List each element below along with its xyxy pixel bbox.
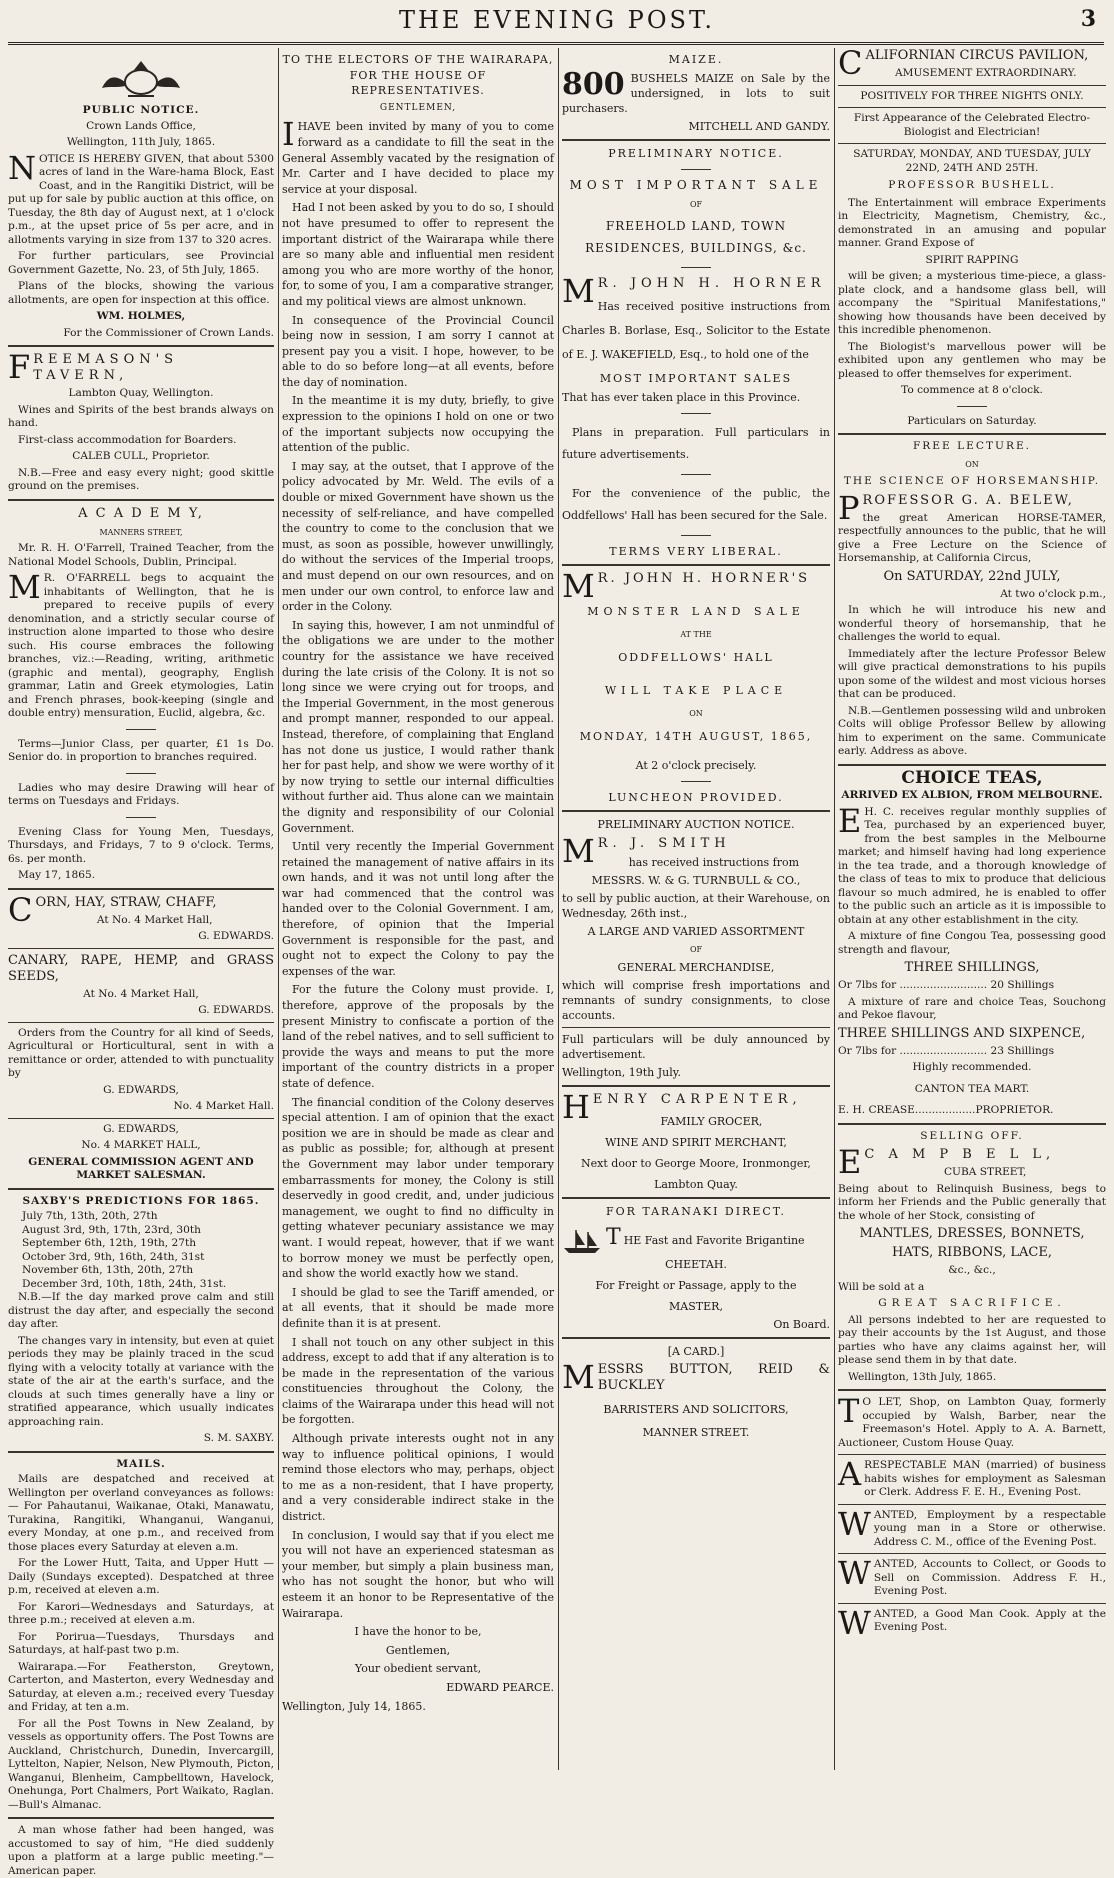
divider — [8, 1451, 274, 1453]
address-para: Had I not been asked by you to do so, I should not have presumed to offer to represent the important district of the Wairarapa while there are so many able and influential men resident among you who are more worthy of the honor, for, to some of you, I am a comparative stranger, and my political views are almost unknown. — [282, 201, 554, 308]
lecture-heading: FREE LECTURE. — [912, 440, 1032, 452]
address-para: For the future the Colony must provide. I, therefore, approve of the proposals by the present Ministry to confiscate a portion of the land of the rebel natives, and to sell sufficient to provide the ways and means to put the more important of the country districts in a proper state of defence. — [282, 983, 554, 1090]
mails-body: Mails are despatched and received at Wellington per overland conveyances as follows:— For Pahautanui, Waikanae, Otaki, Manawatu, Turakina, Rangitiki, Whanganui, Wanganui, every Monday, at one p.m., and received from those places every Saturday at eleven a.m. — [8, 1473, 274, 1553]
circus-sub: AMUSEMENT EXTRAORDINARY. — [894, 67, 1077, 79]
academy-drawing: Ladies who may desire Drawing will hear of terms on Tuesdays and Fridays. — [8, 781, 274, 807]
edwards-agent: GENERAL COMMISSION AGENT AND MARKET SALESMAN. — [28, 1155, 254, 1181]
maize-body: 800 BUSHELS MAIZE on Sale by the undersigned, in lots to suit purchasers. — [562, 67, 830, 115]
circus-first: First Appearance of the Celebrated Electro-Biologist and Electrician! — [853, 112, 1091, 138]
prelim-of: OF — [689, 200, 703, 209]
divider — [8, 888, 274, 890]
divider — [838, 433, 1106, 435]
divider — [562, 810, 830, 812]
taranaki-apply: For Freight or Passage, apply to the — [595, 1279, 797, 1292]
monster-lunch: LUNCHEON PROVIDED. — [608, 791, 784, 804]
freemasons-line: First-class accommodation for Boarders. — [18, 433, 237, 446]
edwards-addr4: No. 4 MARKET HALL, — [81, 1139, 201, 1151]
wanted-ad: WANTED, Accounts to Collect, or Goods to Sell on Commission. Address F. H., Evening Post. — [838, 1554, 1106, 1597]
notice-body-3: Plans of the blocks, showing the various allotments, are open for inspection at this office. — [8, 280, 274, 306]
monster-hall: ODDFELLOWS' HALL — [618, 651, 774, 664]
prelim-most: MOST IMPORTANT SALES — [599, 372, 793, 385]
academy-teacher: Mr. R. H. O'Farrell, Trained Teacher, from the National Model Schools, Dublin, Principal. — [8, 542, 274, 568]
monster-line: MONSTER LAND SALE — [587, 605, 805, 618]
divider — [8, 1817, 274, 1819]
carpenter-name: HENRY CARPENTER, — [562, 1088, 802, 1126]
wanted-ad: WANTED, a Good Man Cook. Apply at the Evening Post. — [838, 1603, 1106, 1642]
circus-power: The Biologist's marvellous power will be exhibited upon any gentlemen who may be pleased to offer themselves for experiment. — [838, 340, 1106, 380]
lecture-on: ON — [965, 459, 979, 469]
masthead-rule — [8, 42, 1104, 45]
circus-days: SATURDAY, MONDAY, AND TUESDAY, JULY 22ND, 24TH AND 25TH. — [853, 148, 1091, 174]
mails-porirua: For Porirua—Tuesdays, Thursdays and Saturdays, at half-past two p.m. — [8, 1630, 274, 1656]
page-number: 3 — [1080, 6, 1096, 32]
maize-firm: MITCHELL AND GANDY. — [688, 120, 830, 133]
lecture-body2: In which he will introduce his new and wonderful theory of horsemanship, that he challenges the world to equal. — [838, 604, 1106, 643]
mails-karori: For Karori—Wednesdays and Saturdays, at three p.m.; received at eleven a.m. — [8, 1600, 274, 1626]
academy-body: M R. O'FARRELL begs to acquaint the inhabitants of Wellington, that he is prepared to receive pupils of every denomination, and a strictly secular course of instruction alone imparted to those who desire such. His course embraces the following branches, viz.:—Reading, writing, arithmetic (graphic and mental), geography, English grammar, Latin and Greek etymologies, Latin and French phrases, book-keeping (single and double entry) mensuration, Euclid, algebra, &c. — [8, 568, 274, 719]
freemasons-sub: Lambton Quay, Wellington. — [68, 387, 214, 399]
address-para: In saying this, however, I am not unmindful of the obligations we are under to the mother country for the assistance we have received during the late crisis of the Colony. It is not so long since we were crying out for troops, and the Imperial Government, in the most generous and prompt manner, responded to our appeal. Instead, therefore, of complaining that England has not done us justice, I would rather thank her for past help, and show we were worthy of it by now trying to settle our internal difficulties without further aid. Thus alone can we maintain the dignity and responsibility of our Colonial Government. — [282, 618, 554, 835]
divider — [562, 1085, 830, 1087]
selling-heading: SELLING OFF. — [920, 1129, 1024, 1142]
address-para: The financial condition of the Colony deserves special attention. I am of opinion that the exact position we are in should be made as clear and as public as possible; for, although at present the Government may labor under temporary embarrassments for money, the Colony is still deservedly in good credit, and, under judicious management, we ought to find no difficulty in getting whatever pecuniary assistance we may want. I would repeat, however, that if we want to borrow money we must be perfectly open, and show the world exactly how we stand. — [282, 1095, 554, 1281]
circus-part: Particulars on Saturday. — [907, 414, 1037, 427]
circus-pos: POSITIVELY FOR THREE NIGHTS ONLY. — [860, 89, 1084, 102]
academy-evening: Evening Class for Young Men, Tuesdays, Thursdays, and Fridays, 7 to 9 o'clock. Terms, 6s. per month. — [8, 825, 274, 865]
lecture-body3: Immediately after the lecture Professor Belew will give practical demonstrations to his pupils upon some of the wildest and most vicious horses that can be produced. — [838, 647, 1106, 700]
carpenter-line: WINE AND SPIRIT MERCHANT, — [605, 1136, 787, 1149]
selling-persons: All persons indebted to her are requested to pay their accounts by the 1st August, and those parties who have any claims against her, will please send them in by that date. — [838, 1313, 1106, 1366]
edwards-orders: Orders from the Country for all kind of Seeds, Agricultural or Horticultural, sent in with a remittance or order, attended to with punctuality by — [8, 1026, 274, 1079]
divider — [838, 1123, 1106, 1125]
notice-signer: WM. HOLMES, — [96, 310, 186, 322]
edwards-addr2: At No. 4 Market Hall, — [83, 987, 199, 1000]
prelim-plans: Plans in preparation. Full particulars in future advertisements. — [562, 426, 830, 461]
card-line: MANNER STREET. — [642, 1426, 750, 1439]
carpenter-line: FAMILY GROCER, — [660, 1115, 763, 1128]
divider — [562, 139, 830, 141]
card-firm: MESSRS BUTTON, REID & BUCKLEY — [562, 1358, 830, 1396]
circus-ent: The Entertainment will embrace Experiments in Electricity, Magnetism, Chemistry, &c., demonstrated in an amusing and popular manner. Grand Expose of — [838, 196, 1106, 249]
address-para: In consequence of the Provincial Council being now in session, I am sorry I cannot at present pay you a visit. I hope, however, to be able to do so before long—at all events, before the day of nomination. — [282, 313, 554, 389]
closing: I have the honor to be, — [354, 1625, 482, 1639]
mails-wairarapa: Wairarapa.—For Featherston, Greytown, Carterton, and Masterton, every Wednesday and Saturday, at eleven a.m.; received every Tuesday and Friday, at ten a.m. — [8, 1660, 274, 1713]
column-rule — [558, 48, 559, 1770]
selling-sold: Will be sold at a — [838, 1280, 925, 1293]
lecture-prof: PROFESSOR G. A. BELEW, — [838, 488, 1074, 527]
monster-will: WILL TAKE PLACE — [604, 684, 788, 697]
column-1 — [8, 48, 274, 1877]
taranaki-master: MASTER, — [669, 1300, 723, 1313]
address-para: In the meantime it is my duty, briefly, to give expression to the opinions I hold on one or two of the important subjects now occupying the attention of the public. — [282, 394, 554, 455]
auction-mr: M R. J. SMITH — [562, 832, 731, 870]
monster-time: At 2 o'clock precisely. — [635, 759, 757, 772]
saxby-dates: July 7th, 13th, 20th, 27th August 3rd, 9th, 17th, 23rd, 30th September 6th, 12th, 19th, 27th October 3rd, 9th, 16th, 24th, 31st November 6th, 13th, 20th, 27th December 3rd, 10th, 18th, 24th, 31st. — [22, 1210, 227, 1290]
address-para: I may say, at the outset, that I approve of the policy advocated by Mr. Weld. The evils of a double or mixed Government have shown us the necessity of self-reliance, and have compelled the country to come to the conclusion that we must, as soon as possible, however unwillingly, do without the services of the Imperial troops, and must depend on our own resources, and on men under our own control, to enforce law and order in the Colony. — [282, 459, 554, 614]
edwards-name3: G. EDWARDS, — [103, 1083, 179, 1096]
divider — [838, 1389, 1106, 1391]
edwards-name4: G. EDWARDS, — [103, 1122, 179, 1135]
prelim-sale: MOST IMPORTANT SALE — [569, 178, 823, 192]
divider — [562, 564, 830, 566]
teas-body: E H. C. receives regular monthly supplies of Tea, purchased by an experienced buyer, from the best samples in the Melbourne market; and himself having had long experience in the tea trade, and a thorough knowledge of the class of teas to mix to produce that delicious flavour so much admired, he is enabled to offer to the public such an article as it is impossible to obtain at any other establishment in the city. — [838, 801, 1106, 926]
teas-arr: ARRIVED EX ALBION, FROM MELBOURNE. — [841, 789, 1103, 801]
notice-body-2: For further particulars, see Provincial Government Gazette, No. 23, of 5th July, 1865. — [8, 250, 274, 276]
teas-heading: CHOICE TEAS, — [901, 767, 1043, 788]
freemasons-prop: CALEB CULL, Proprietor. — [72, 450, 210, 462]
royal-crest-icon — [98, 58, 184, 98]
electors-heading: TO THE ELECTORS OF THE WAIRARAPA, FOR THE HOUSE OF REPRESENTATIVES. — [282, 53, 554, 98]
prelim-heading: PRELIMINARY NOTICE. — [608, 147, 784, 160]
auction-full: Full particulars will be duly announced by advertisement. — [562, 1033, 830, 1061]
circus-spirit: SPIRIT RAPPING — [925, 253, 1019, 266]
closing: Gentlemen, — [385, 1643, 451, 1657]
teas-rec: Highly recommended. — [912, 1061, 1032, 1073]
monster-at: AT THE — [680, 630, 712, 639]
lecture-when: On SATURDAY, 22nd JULY, — [883, 568, 1061, 584]
column-rule — [278, 48, 279, 1770]
auction-large: A LARGE AND VARIED ASSORTMENT — [587, 925, 805, 938]
column-rule — [834, 48, 835, 1770]
teas-prop: E. H. CREASE..................PROPRIETOR. — [838, 1104, 1054, 1116]
taranaki-body: THE Fast and Favorite Brigantine — [562, 1223, 830, 1254]
teas-price2: THREE SHILLINGS AND SIXPENCE, — [838, 1025, 1086, 1041]
taranaki-board: On Board. — [773, 1318, 830, 1331]
column-2 — [282, 48, 554, 1770]
wanted-ad: WANTED, Employment by a respectable young man in a Store or otherwise. Address C. M., office of the Evening Post. — [838, 1504, 1106, 1548]
address-para: IHAVE been invited by many of you to come forward as a candidate to fill the seat in the General Assembly vacated by the resignation of Mr. Carter and I have decided to place my service at your disposal. — [282, 115, 554, 196]
selling-etc: &c., &c., — [948, 1264, 996, 1276]
prelim-taken: That has ever taken place in this Province. — [562, 391, 801, 404]
public-notice-heading: PUBLIC NOTICE. — [82, 104, 200, 116]
address-para: I should be glad to see the Tariff amended, or at all events, that it should be made more definite than it is at present. — [282, 1285, 554, 1330]
saxby-heading: SAXBY'S PREDICTIONS FOR 1865. — [22, 1194, 260, 1207]
auction-of: OF — [689, 945, 703, 954]
address-para: I shall not touch on any other subject in this address, except to add that if any alteration is to be made in the representation of the various constituencies throughout the Colony, the claims of the Wairarapa under this head will not be forgotten. — [282, 1335, 554, 1427]
mails-heading: MAILS. — [116, 1457, 166, 1470]
monster-on: ON — [689, 709, 703, 718]
column-4 — [838, 44, 1106, 1770]
notice-date: Wellington, 11th July, 1865. — [66, 136, 216, 148]
saxby-signer: S. M. SAXBY. — [203, 1432, 274, 1444]
lecture-time: At two o'clock p.m., — [1000, 587, 1106, 600]
mails-towns: For all the Post Towns in New Zealand, by vessels as opportunity offers. The Post Towns are Auckland, Christchurch, Dunedin, Invercargill, Lyttelton, Napier, Nelson, New Plymouth, Picton, Wanganui, Blenheim, Campbelltown, Havelock, Onehunga, Port Chalmers, Port Waikato, Raglan.—Bull's Almanac. — [8, 1717, 274, 1811]
academy-heading: A C A D E M Y, — [78, 505, 204, 521]
circus-heading: CALIFORNIAN CIRCUS PAVILION, — [838, 44, 1089, 82]
prelim-mr: M R. JOHN H. HORNER — [562, 272, 826, 310]
academy-terms: Terms—Junior Class, per quarter, £1 1s Do. Senior do. in proportion to branches required. — [8, 737, 274, 763]
lecture-nb: N.B.—Gentlemen possessing wild and unbroken Colts will oblige Professor Bellew by allowing him to experiment on the same. Communicate early. Address as above. — [838, 704, 1106, 757]
edwards-seeds: CANARY, RAPE, HEMP, and GRASS SEEDS, — [8, 952, 274, 984]
teas-lb1: Or 7lbs for .......................... 20 Shillings — [838, 979, 1055, 991]
card-heading: [A CARD.] — [667, 1345, 725, 1358]
selling-items: HATS, RIBBONS, LACE, — [892, 1245, 1052, 1260]
notice-body: NOTICE IS HEREBY GIVEN, that about 5300 acres of land in the Ware-hama Block, East Coast, and in the Rangitiki District, will be put up for sale by public auction at this office, on Tuesday, the 8th day of August next, at 1 o'clock p.m., at the upset price of 5s per acre, and in allotments varying in size from 137 to 320 acres. — [8, 148, 274, 246]
prelim-conv: For the convenience of the public, the Oddfellows' Hall has been secured for the Sale. — [562, 487, 830, 522]
auction-instr: has received instructions from — [628, 856, 800, 869]
taranaki-ship: CHEETAH. — [665, 1258, 727, 1271]
circus-prof: PROFESSOR BUSHELL. — [888, 179, 1056, 191]
edwards-heading: CORN, HAY, STRAW, CHAFF, — [8, 890, 217, 929]
edwards-name2: G. EDWARDS. — [198, 1004, 274, 1016]
edwards-addr3: No. 4 Market Hall. — [173, 1100, 274, 1112]
divider — [8, 1188, 274, 1190]
auction-comp: which will comprise fresh importations and remnants of sundry consignments, to close accounts. — [562, 979, 830, 1022]
address-para: Until very recently the Imperial Government retained the management of native affairs in its own hands, and it was not until long after the war had commenced that the control was handed over to the Colonial Government. I am, therefore, of opinion that the Imperial Government is responsible for the past, and ought not to expect the Colony to pay the expenses of the war. — [282, 840, 554, 978]
notice-office: Crown Lands Office, — [86, 119, 196, 132]
academy-date: May 17, 1865. — [18, 869, 96, 881]
divider — [8, 499, 274, 501]
selling-name: E C A M P B E L L, — [838, 1143, 1056, 1181]
saxby-nb: N.B.—If the day marked prove calm and still distrust the day after, and especially the second day after. — [8, 1291, 274, 1330]
masthead-title: THE EVENING POST. — [398, 6, 716, 34]
address-para: In conclusion, I would say that if you elect me you will not have an experienced statesman as your member, but simply a plain business man, who has not sought the honor, but who will esteem it an honor to be Representative of the Wairarapa. — [282, 1528, 554, 1620]
to-let-ad: T O LET, Shop, on Lambton Quay, formerly occupied by Walsh, Barber, near the Freemason's Hotel. Apply to A. A. Barnett, Auctioneer, Custom House Quay. — [838, 1392, 1106, 1449]
teas-mix2: A mixture of rare and choice Teas, Souchong and Pekoe flavour, — [838, 995, 1106, 1021]
auction-date: Wellington, 19th July. — [562, 1066, 681, 1079]
selling-body: Being about to Relinquish Business, begs to inform her Friends and the Public generally that the whole of her Stock, consisting of — [838, 1182, 1106, 1222]
mails-hutt: For the Lower Hutt, Taita, and Upper Hutt —Daily (Sundays excepted). Despatched at three p.m, received at eleven a.m. — [8, 1557, 274, 1596]
teas-mix1: A mixture of fine Congou Tea, possessing good strength and flavour, — [838, 930, 1106, 956]
monster-date: MONDAY, 14TH AUGUST, 1865, — [579, 730, 813, 743]
carpenter-line: Lambton Quay. — [654, 1178, 738, 1191]
academy-street: MANNERS STREET, — [99, 527, 183, 537]
saxby-body: The changes vary in intensity, but even at quiet periods they may be plainly traced in the scud flying with a velocity totally at variance with the state of the air at the earth's surface, and the clouds at such times generally have a liny or stratified appearance, which usually indicates approaching rain. — [8, 1334, 274, 1428]
freemasons-heading: FREEMASON'S TAVERN, — [8, 348, 179, 386]
circus-given: will be given; a mysterious time-piece, a glass-plate clock, and a handsome glass bell, will accompany the "Spiritual Manifestations," showing how thousands have been deceived by this incredible phenomenon. — [838, 270, 1106, 336]
selling-street: CUBA STREET, — [943, 1166, 1027, 1178]
prelim-body: Has received positive instructions from Charles B. Borlase, Esq., Solicitor to the Estate of E. J. WAKEFIELD, Esq., to hold one of the — [562, 300, 830, 361]
auction-body: to sell by public auction, at their Warehouse, on Wednesday, 26th inst., — [562, 892, 830, 920]
teas-mart: CANTON TEA MART. — [914, 1082, 1030, 1095]
column-3 — [562, 48, 830, 1770]
monster-mr: M R. JOHN H. HORNER'S — [562, 567, 811, 605]
teas-price1: THREE SHILLINGS, — [904, 960, 1040, 975]
salutation: GENTLEMEN, — [379, 102, 457, 113]
circus-commence: To commence at 8 o'clock. — [901, 384, 1043, 396]
closing: Your obedient servant, — [354, 1662, 482, 1676]
divider — [562, 1197, 830, 1199]
card-line: BARRISTERS AND SOLICITORS, — [603, 1403, 789, 1416]
selling-date: Wellington, 13th July, 1865. — [848, 1370, 997, 1383]
selling-sac: GREAT SACRIFICE. — [878, 1297, 1066, 1309]
signer: EDWARD PEARCE. — [446, 1680, 554, 1694]
freemasons-line: Wines and Spirits of the best brands always on hand. — [8, 403, 274, 429]
lecture-body: the great American HORSE-TAMER, respectfully announces to the public, that he will give a Free Lecture on the Science of Horsemanship, at California Circus, — [838, 511, 1106, 564]
lecture-sci: THE SCIENCE OF HORSEMANSHIP. — [843, 475, 1101, 487]
freemasons-nb: N.B.—Free and easy every night; good skittle ground on the premises. — [8, 466, 274, 492]
auction-gm: GENERAL MERCHANDISE, — [617, 961, 775, 974]
auction-firm: MESSRS. W. & G. TURNBULL & CO., — [591, 874, 801, 887]
auction-heading: PRELIMINARY AUCTION NOTICE. — [597, 818, 795, 831]
taranaki-heading: FOR TARANAKI DIRECT. — [605, 1205, 787, 1218]
address-para: Although private interests ought not in any way to influence political opinions, I would remind those electors who may, perhaps, object to me as a non-resident, that I have property, and a very considerable indirect stake in the district. — [282, 1432, 554, 1524]
edwards-name: G. EDWARDS. — [198, 930, 274, 942]
prelim-terms: TERMS VERY LIBERAL. — [609, 545, 783, 558]
respectable-ad: ARESPECTABLE MAN (married) of business habits wishes for employment as Salesman or Clerk. Address F. E. H., Evening Post. — [838, 1455, 1106, 1498]
selling-items: MANTLES, DRESSES, BONNETS, — [859, 1226, 1085, 1241]
ship-icon — [562, 1228, 602, 1254]
teas-lb2: Or 7lbs for .......................... 23 Shillings — [838, 1044, 1055, 1057]
edwards-addr: At No. 4 Market Hall, — [96, 913, 213, 926]
maize-heading: MAIZE. — [668, 53, 724, 66]
divider — [562, 1337, 830, 1339]
carpenter-line: Next door to George Moore, Ironmonger, — [581, 1157, 811, 1170]
notice-signer-title: For the Commissioner of Crown Lands. — [63, 326, 274, 339]
anecdote: A man whose father had been hanged, was accustomed to say of him, "He died suddenly upon a platform at a large public meeting."—American paper. — [8, 1824, 274, 1877]
prelim-what: FREEHOLD LAND, TOWN RESIDENCES, BUILDINGS, &c. — [585, 219, 807, 255]
letter-date: Wellington, July 14, 1865. — [282, 1699, 426, 1713]
divider — [8, 345, 274, 347]
divider — [838, 764, 1106, 766]
